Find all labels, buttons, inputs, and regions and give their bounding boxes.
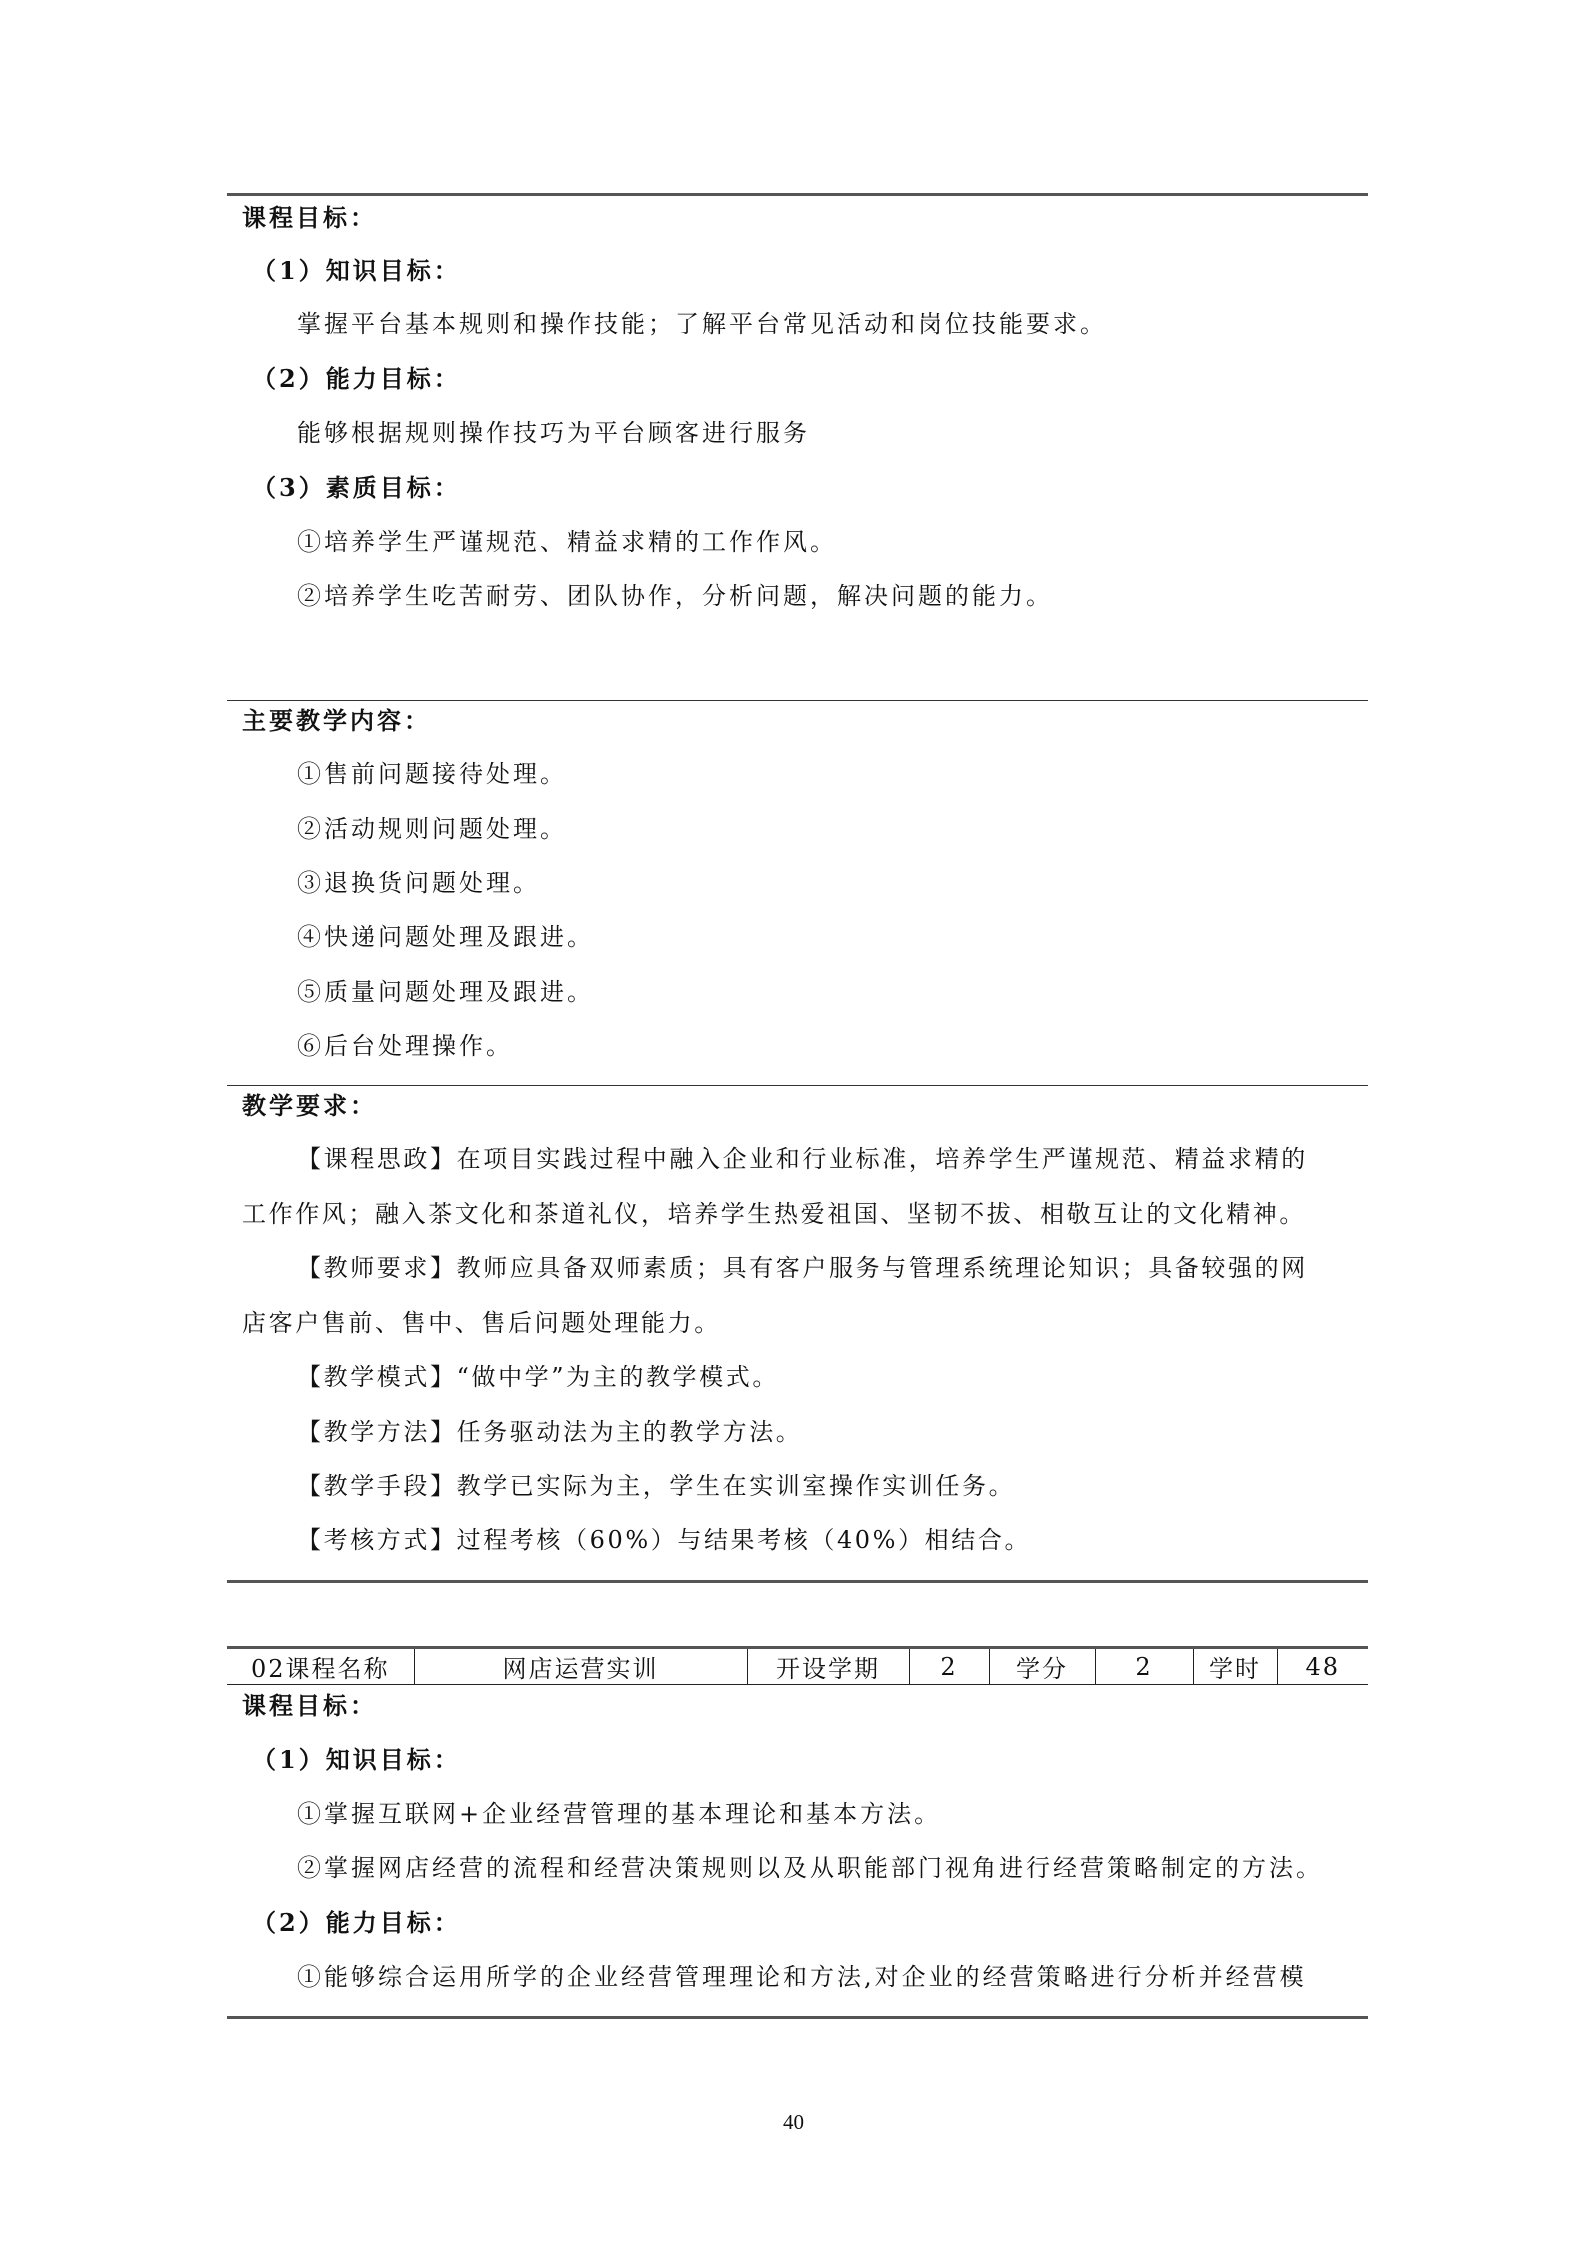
course-info-table [227, 1646, 1368, 1685]
hours-label: 学时 [1193, 1648, 1277, 1685]
content-item: ⑤质量问题处理及跟进。 [297, 978, 594, 1006]
req-teacher-line: 店客户售前、售中、售后问题处理能力。 [242, 1309, 721, 1337]
requirements-heading: 教学要求： [242, 1091, 377, 1120]
ability-goal-label: （2）能力目标： [252, 364, 461, 393]
ability-goal-label: （2）能力目标： [252, 1908, 461, 1937]
quality-goal-label: （3）素质目标： [252, 473, 461, 502]
knowledge-goal-item: ①掌握互联网+企业经营管理的基本理论和基本方法。 [297, 1800, 942, 1828]
top-rule [227, 193, 1368, 196]
req-teacher-line: 【教师要求】教师应具备双师素质；具有客户服务与管理系统理论知识；具备较强的网 [297, 1254, 1308, 1282]
course-name-value: 网店运营实训 [414, 1648, 747, 1685]
knowledge-goal-text: 掌握平台基本规则和操作技能；了解平台常见活动和岗位技能要求。 [297, 310, 1107, 338]
content-item: ③退换货问题处理。 [297, 869, 540, 897]
ability-goal-text: 能够根据规则操作技巧为平台顾客进行服务 [297, 419, 810, 447]
page-number: 40 [783, 2110, 804, 2134]
credit-label: 学分 [989, 1648, 1095, 1685]
hours-value: 48 [1277, 1648, 1368, 1685]
req-sizheng-line: 工作作风；融入茶文化和茶道礼仪，培养学生热爱祖国、坚韧不拔、相敬互让的文化精神。 [242, 1200, 1306, 1228]
content-item: ④快递问题处理及跟进。 [297, 923, 594, 951]
req-teaching-means: 【教学手段】教学已实际为主，学生在实训室操作实训任务。 [297, 1472, 1016, 1500]
knowledge-goal-item: ②掌握网店经营的流程和经营决策规则以及从职能部门视角进行经营策略制定的方法。 [297, 1854, 1323, 1882]
bottom-rule [227, 2016, 1368, 2019]
quality-goal-item: ①培养学生严谨规范、精益求精的工作作风。 [297, 528, 837, 556]
content-item: ①售前问题接待处理。 [297, 760, 567, 788]
section-end-rule [227, 1580, 1368, 1583]
course-goal-heading: 课程目标： [242, 203, 377, 232]
section-divider [227, 1085, 1368, 1086]
content-item: ②活动规则问题处理。 [297, 815, 567, 843]
knowledge-goal-label: （1）知识目标： [252, 256, 461, 285]
course-info-row [227, 1648, 1368, 1685]
semester-value: 2 [909, 1648, 989, 1685]
knowledge-goal-label: （1）知识目标： [252, 1745, 461, 1774]
req-teaching-method: 【教学方法】任务驱动法为主的教学方法。 [297, 1418, 803, 1446]
ability-goal-item: ①能够综合运用所学的企业经营管理理论和方法,对企业的经营策略进行分析并经营模 [297, 1963, 1307, 1991]
course-goal-heading: 课程目标： [242, 1691, 377, 1720]
req-sizheng-line: 【课程思政】在项目实践过程中融入企业和行业标准，培养学生严谨规范、精益求精的 [297, 1145, 1308, 1173]
section-divider [227, 700, 1368, 701]
main-content-heading: 主要教学内容： [242, 706, 431, 735]
req-assessment: 【考核方式】过程考核（60%）与结果考核（40%）相结合。 [297, 1526, 1032, 1554]
semester-label: 开设学期 [747, 1648, 909, 1685]
credit-value: 2 [1095, 1648, 1193, 1685]
course-name-label: 02课程名称 [227, 1648, 414, 1685]
content-item: ⑥后台处理操作。 [297, 1032, 513, 1060]
req-teaching-mode: 【教学模式】“做中学”为主的教学模式。 [297, 1363, 779, 1391]
quality-goal-item: ②培养学生吃苦耐劳、团队协作，分析问题，解决问题的能力。 [297, 582, 1053, 610]
